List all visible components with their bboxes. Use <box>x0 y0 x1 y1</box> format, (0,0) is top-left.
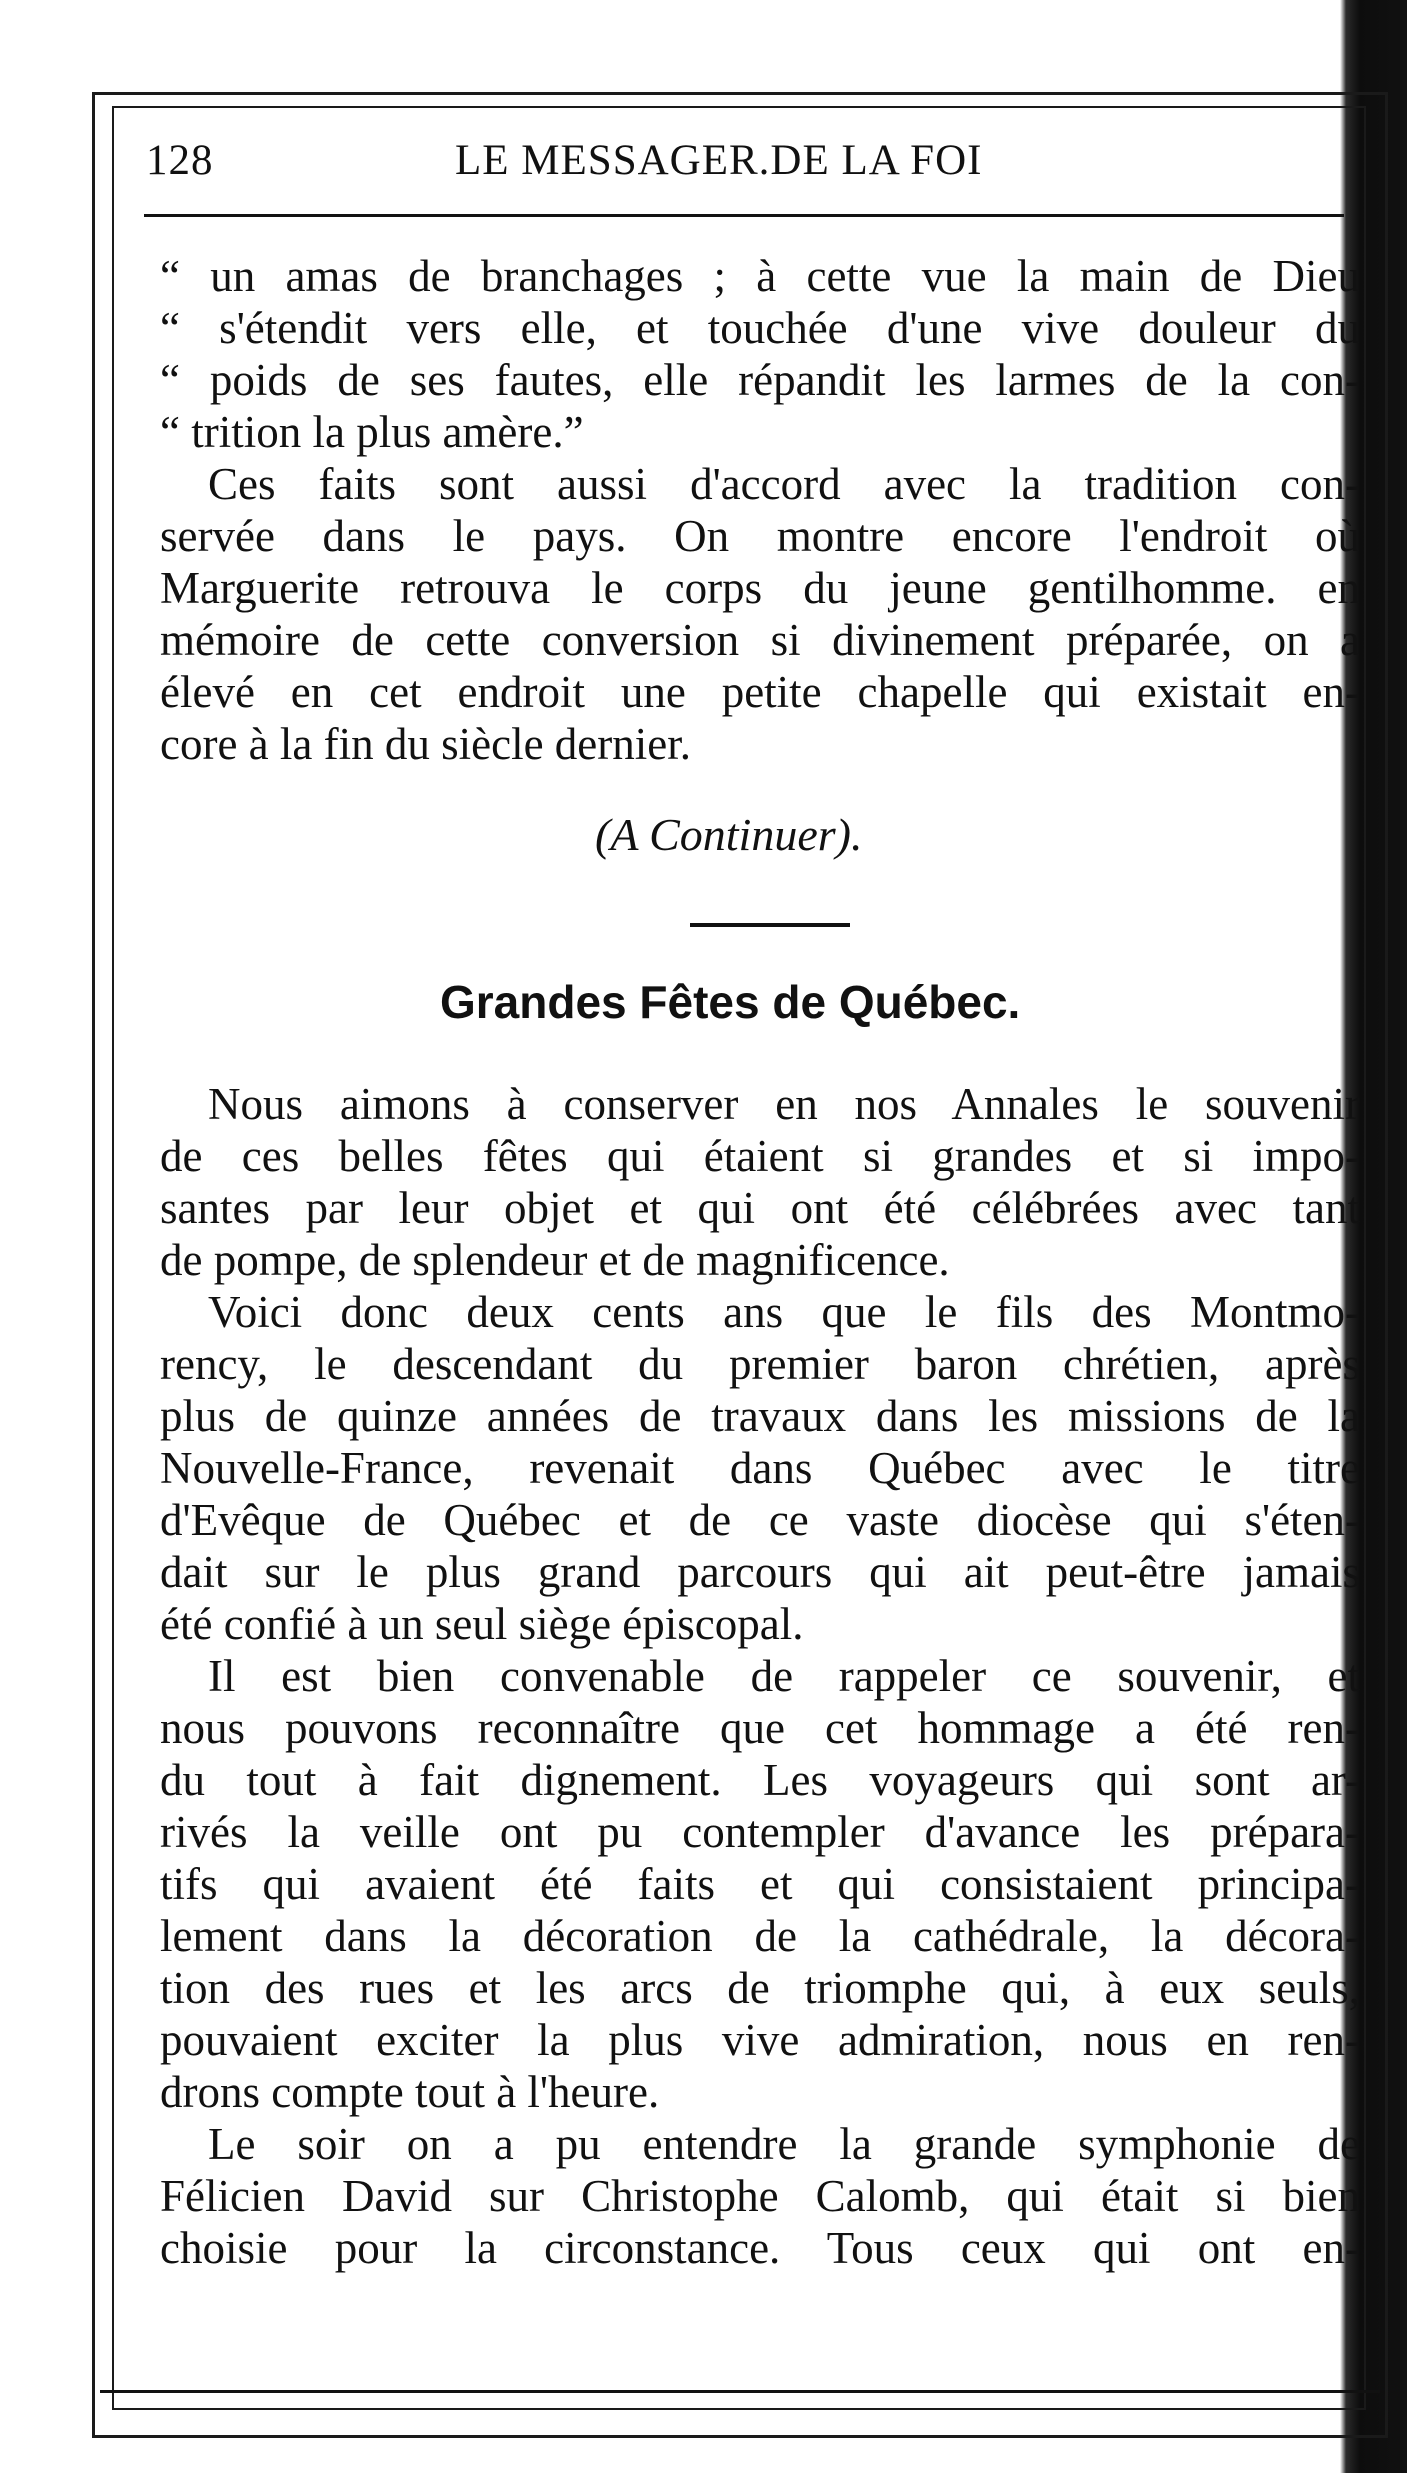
text-line: du tout à fait dignement. Les voyageurs qui sont ar- <box>160 1755 1360 1805</box>
text-line: nous pouvons reconnaître que cet hommage a été ren- <box>160 1703 1360 1753</box>
text-line: tion des rues et les arcs de triomphe qui, à eux seuls, <box>160 1963 1360 2013</box>
text-line: Il est bien convenable de rappeler ce souvenir, et <box>208 1651 1360 1701</box>
header-rule <box>144 214 1344 217</box>
text-line: plus de quinze années de travaux dans les missions de la <box>160 1391 1360 1441</box>
text-line: rency, le descendant du premier baron chrétien, après <box>160 1339 1360 1389</box>
continuation-note: (A Continuer). <box>595 809 863 860</box>
text-line: lement dans la décoration de la cathédrale, la décora- <box>160 1911 1360 1961</box>
text-line: Félicien David sur Christophe Calomb, qui était si bien <box>160 2171 1360 2221</box>
text-line: élevé en cet endroit une petite chapelle qui existait en- <box>160 667 1360 717</box>
text-block-continuation <box>160 250 1360 770</box>
text-line: “ s'étendit vers elle, et touchée d'une vive douleur du <box>160 303 1360 353</box>
running-title: LE MESSAGER.DE LA FOI <box>455 137 983 184</box>
text-line: Voici donc deux cents ans que le fils des Montmo- <box>208 1287 1360 1337</box>
text-line: servée dans le pays. On montre encore l'endroit où <box>160 511 1360 561</box>
text-line: de pompe, de splendeur et de magnificence. <box>160 1235 950 1285</box>
text-line: été confié à un seul siège épiscopal. <box>160 1599 804 1649</box>
text-line: Le soir on a pu entendre la grande symphonie de <box>208 2119 1360 2169</box>
text-line: de ces belles fêtes qui étaient si grandes et si impo- <box>160 1131 1360 1181</box>
text-line: dait sur le plus grand parcours qui ait peut-être jamais <box>160 1547 1360 1597</box>
text-line: Nouvelle-France, revenait dans Québec avec le titre <box>160 1443 1360 1493</box>
text-line: mémoire de cette conversion si divinement préparée, on a <box>160 615 1360 665</box>
bottom-rule <box>100 2390 1380 2393</box>
section-separator <box>690 923 850 927</box>
text-line: pouvaient exciter la plus vive admiration, nous en ren- <box>160 2015 1360 2065</box>
text-line: “ trition la plus amère.” <box>160 407 584 457</box>
page-number: 128 <box>146 137 214 184</box>
text-block-article <box>160 1078 1360 2274</box>
text-line: santes par leur objet et qui ont été célébrées avec tant <box>160 1183 1360 1233</box>
text-line: rivés la veille ont pu contempler d'avance les prépara- <box>160 1807 1360 1857</box>
text-line: “ poids de ses fautes, elle répandit les larmes de la con- <box>160 355 1360 405</box>
text-line: Ces faits sont aussi d'accord avec la tradition con- <box>208 459 1360 509</box>
text-line: drons compte tout à l'heure. <box>160 2067 660 2117</box>
text-line: core à la fin du siècle dernier. <box>160 719 691 769</box>
text-line: “ un amas de branchages ; à cette vue la main de Dieu <box>160 251 1360 301</box>
text-line: d'Evêque de Québec et de ce vaste diocèse qui s'éten- <box>160 1495 1360 1545</box>
text-line: tifs qui avaient été faits et qui consistaient principa- <box>160 1859 1360 1909</box>
text-line: Marguerite retrouva le corps du jeune gentilhomme. en <box>160 563 1360 613</box>
section-title: Grandes Fêtes de Québec. <box>440 976 1021 1028</box>
text-line: Nous aimons à conserver en nos Annales le souvenir <box>208 1079 1360 1129</box>
text-line: choisie pour la circonstance. Tous ceux qui ont en- <box>160 2223 1360 2273</box>
page-header <box>140 128 1345 198</box>
